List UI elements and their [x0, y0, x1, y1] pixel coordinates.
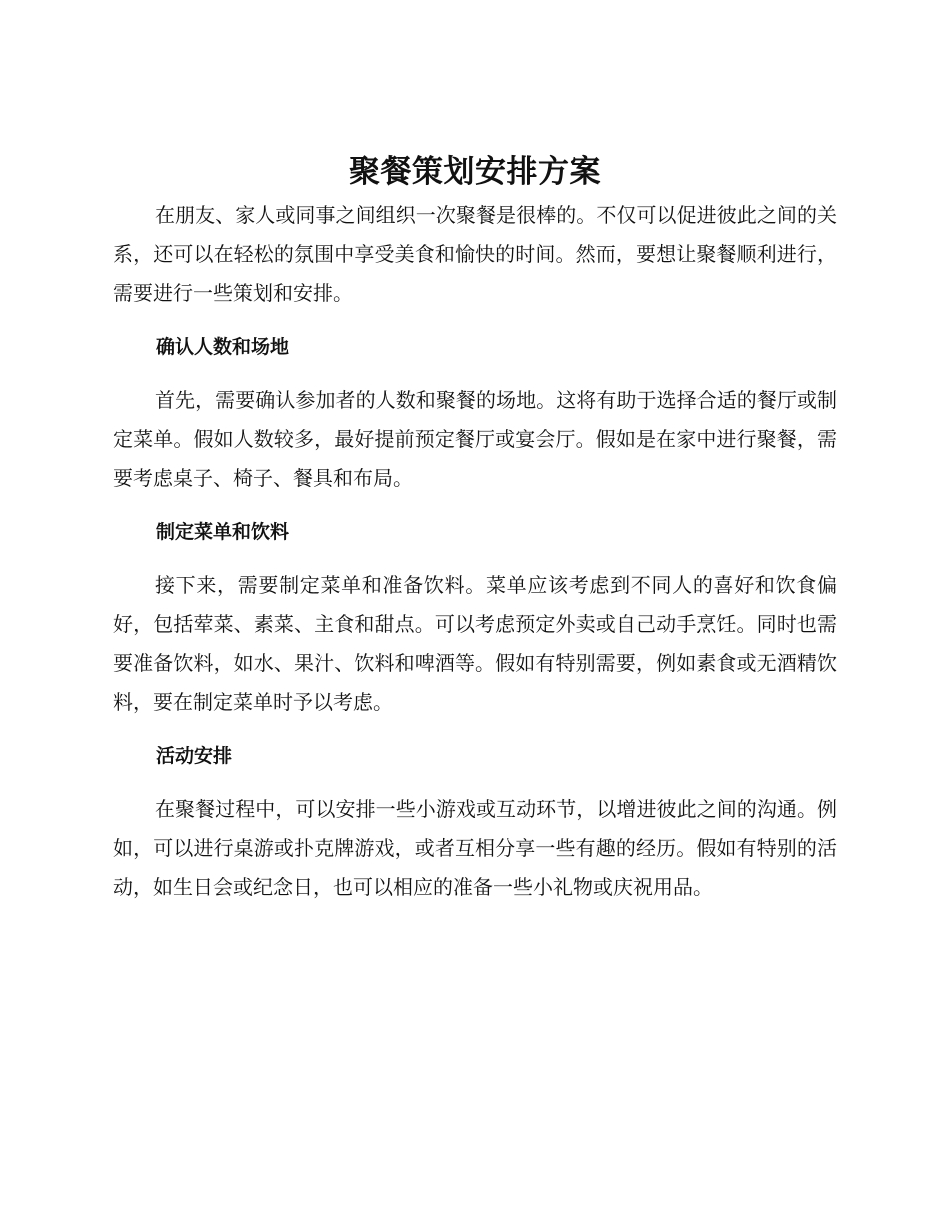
intro-paragraph: 在朋友、家人或同事之间组织一次聚餐是很棒的。不仅可以促进彼此之间的关系，还可以在轻松的氛围中享受美食和愉快的时间。然而，要想让聚餐顺利进行，需要进行一些策划和安排。: [113, 203, 837, 305]
section-heading: 确认人数和场地: [156, 336, 290, 358]
section-paragraph: 在聚餐过程中，可以安排一些小游戏或互动环节，以增进彼此之间的沟通。例如，可以进行桌游或扑克牌游戏，或者互相分享一些有趣的经历。假如有特别的活动，如生日会或纪念日，也可以相应的准备一些小礼物或庆祝用品。: [113, 797, 837, 899]
document-title: 聚餐策划安排方案: [349, 154, 601, 190]
section-activities: [113, 742, 837, 907]
section-heading: 制定菜单和饮料: [156, 521, 290, 543]
section-heading: 活动安排: [156, 745, 233, 767]
section-paragraph: 首先，需要确认参加者的人数和聚餐的场地。这将有助于选择合适的餐厅或制定菜单。假如人数较多，最好提前预定餐厅或宴会厅。假如是在家中进行聚餐，需要考虑桌子、椅子、餐具和布局。: [113, 388, 837, 490]
section-paragraph: 接下来，需要制定菜单和准备饮料。菜单应该考虑到不同人的喜好和饮食偏好，包括荤菜、素菜、主食和甜点。可以考虑预定外卖或自己动手烹饪。同时也需要准备饮料，如水、果汁、饮料和啤酒等。假如有特别需要，例如素食或无酒精饮料，要在制定菜单时予以考虑。: [113, 573, 837, 714]
section-menu-drinks: [113, 518, 837, 722]
section-headcount-venue: [113, 333, 837, 498]
